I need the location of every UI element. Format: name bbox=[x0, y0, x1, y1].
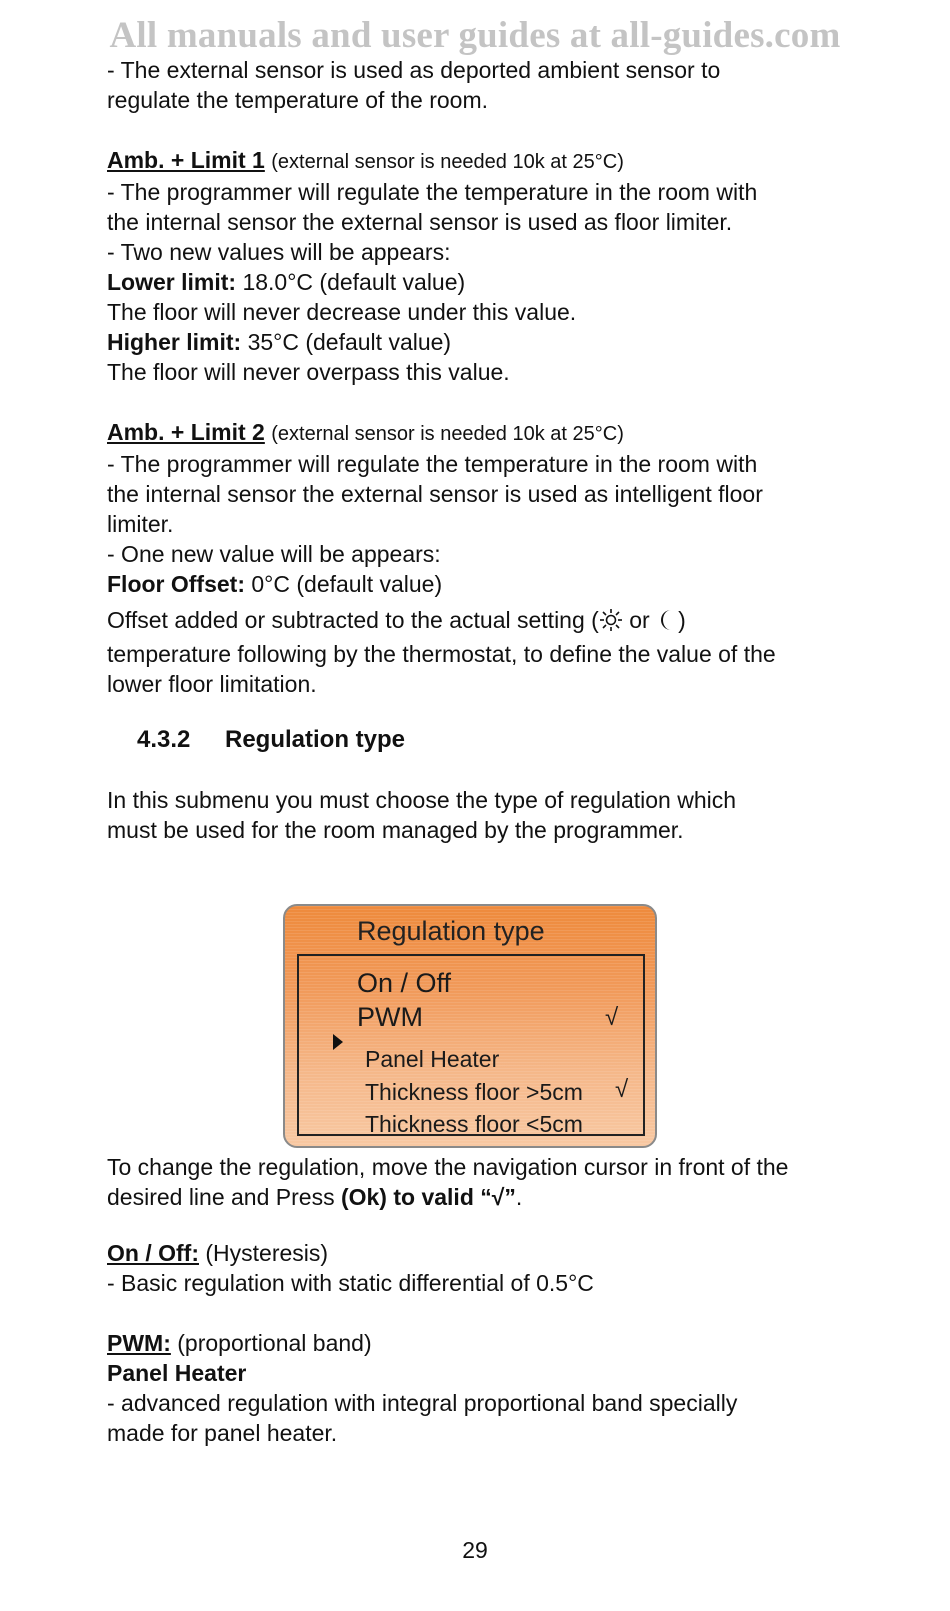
lower-limit-line bbox=[107, 267, 907, 297]
menu-item-on-off[interactable]: On / Off bbox=[357, 968, 452, 998]
section-intro-line: must be used for the room managed by the programmer. bbox=[107, 817, 684, 843]
regulation-type-screen bbox=[283, 904, 657, 1148]
limit2-text: limiter. bbox=[107, 511, 174, 537]
ok-valid-text: (Ok) to valid “√” bbox=[340, 1184, 516, 1210]
limit2-text: - The programmer will regulate the temperature in the room with bbox=[107, 451, 758, 477]
higher-limit-line bbox=[107, 327, 907, 357]
pwm-note: (proportional band) bbox=[177, 1330, 372, 1356]
onoff-title: On / Off: bbox=[107, 1240, 199, 1266]
offset-desc-text: ) bbox=[678, 607, 686, 633]
limit1-title: Amb. + Limit 1 bbox=[107, 147, 265, 173]
offset-desc-text: Offset added or subtracted to the actual setting ( bbox=[107, 607, 599, 633]
limit2-text: the internal sensor the external sensor is used as intelligent floor bbox=[107, 481, 763, 507]
offset-desc-line: lower floor limitation. bbox=[107, 671, 317, 697]
screen-title: Regulation type bbox=[357, 916, 545, 946]
limit1-heading bbox=[107, 145, 907, 177]
section-title: Regulation type bbox=[225, 726, 406, 753]
limit2-heading bbox=[107, 417, 907, 449]
lower-limit-label: Lower limit: bbox=[107, 269, 237, 295]
higher-limit-value: 35°C (default value) bbox=[247, 329, 452, 355]
menu-item-pwm[interactable]: PWM bbox=[357, 1002, 423, 1032]
limit1-note: (external sensor is needed 10k at 25°C) bbox=[271, 151, 624, 173]
cursor-icon bbox=[333, 1034, 343, 1050]
floor-offset-line bbox=[107, 569, 907, 599]
section-intro-line: In this submenu you must choose the type of regulation which bbox=[107, 787, 737, 813]
intro-line: - The external sensor is used as deported ambient sensor to bbox=[107, 57, 721, 83]
document-body bbox=[107, 55, 907, 699]
onoff-heading bbox=[107, 1238, 907, 1268]
sun-icon bbox=[599, 608, 623, 639]
section-intro bbox=[107, 785, 907, 845]
floor-offset-label: Floor Offset: bbox=[107, 571, 245, 597]
floor-offset-value: 0°C (default value) bbox=[251, 571, 443, 597]
onoff-section bbox=[107, 1238, 907, 1448]
section-heading bbox=[137, 726, 405, 754]
screen-menu bbox=[297, 954, 645, 1136]
limit1-text: - Two new values will be appears: bbox=[107, 239, 451, 265]
watermark: All manuals and user guides at all-guides.com bbox=[109, 15, 841, 56]
instructions-line: To change the regulation, move the navigation cursor in front of the bbox=[107, 1154, 789, 1180]
pwm-title: PWM: bbox=[107, 1330, 171, 1356]
limit2-note: (external sensor is needed 10k at 25°C) bbox=[271, 423, 624, 445]
moon-icon bbox=[656, 608, 678, 639]
offset-desc-or: or bbox=[629, 607, 650, 633]
section-number: 4.3.2 bbox=[137, 726, 191, 753]
menu-item-panel-heater[interactable]: Panel Heater bbox=[365, 1046, 500, 1072]
pwm-desc: made for panel heater. bbox=[107, 1420, 338, 1446]
onoff-desc: - Basic regulation with static differential of 0.5°C bbox=[107, 1270, 594, 1296]
lower-limit-value: 18.0°C (default value) bbox=[242, 269, 466, 295]
limit1-text: - The programmer will regulate the temperature in the room with bbox=[107, 179, 758, 205]
check-mark-thickness: √ bbox=[615, 1076, 629, 1103]
limit1-text: the internal sensor the external sensor is used as floor limiter. bbox=[107, 209, 733, 235]
limit2-title: Amb. + Limit 2 bbox=[107, 419, 265, 445]
offset-desc-line bbox=[107, 605, 907, 639]
instructions-text: . bbox=[515, 1184, 523, 1210]
onoff-note: (Hysteresis) bbox=[205, 1240, 329, 1266]
page-number: 29 bbox=[462, 1537, 488, 1563]
pwm-desc: - advanced regulation with integral proportional band specially bbox=[107, 1390, 738, 1416]
pwm-heading bbox=[107, 1328, 907, 1358]
higher-limit-desc: The floor will never overpass this value. bbox=[107, 359, 510, 385]
lower-limit-desc: The floor will never decrease under this value. bbox=[107, 299, 577, 325]
pwm-subheading: Panel Heater bbox=[107, 1360, 247, 1386]
offset-desc-line: temperature following by the thermostat, to define the value of the bbox=[107, 641, 776, 667]
intro-line: regulate the temperature of the room. bbox=[107, 87, 488, 113]
instructions-line bbox=[107, 1182, 907, 1212]
higher-limit-label: Higher limit: bbox=[107, 329, 242, 355]
instructions bbox=[107, 1152, 907, 1212]
limit2-text: - One new value will be appears: bbox=[107, 541, 441, 567]
check-mark-pwm: √ bbox=[605, 1004, 619, 1031]
menu-item-thickness-gt5[interactable]: Thickness floor >5cm bbox=[365, 1079, 583, 1105]
instructions-text: desired line and Press bbox=[107, 1184, 341, 1210]
menu-item-thickness-lt5[interactable]: Thickness floor <5cm bbox=[365, 1111, 583, 1136]
